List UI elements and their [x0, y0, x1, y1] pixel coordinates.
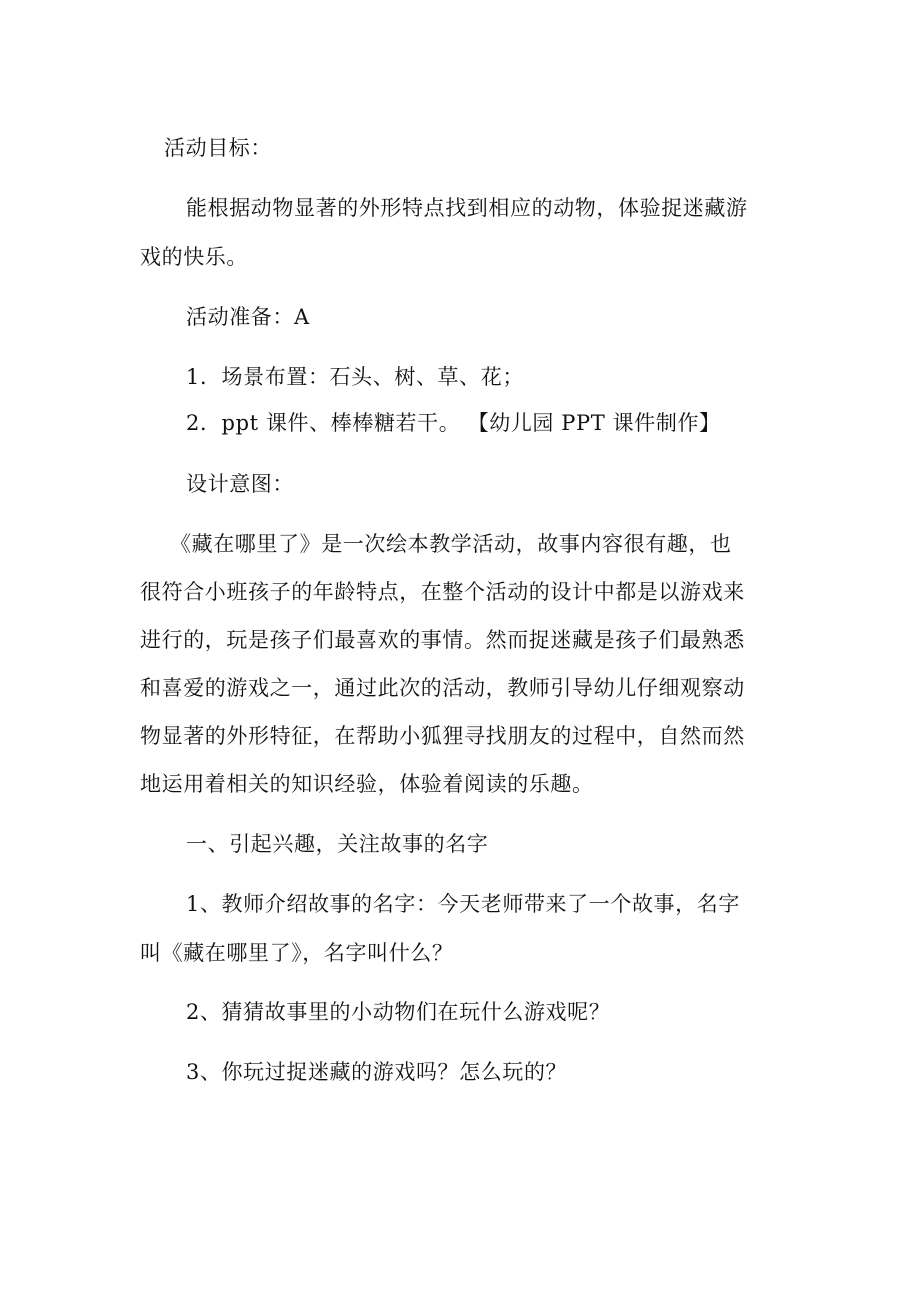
goal-paragraph-line: 戏的快乐。: [140, 245, 248, 269]
design-paragraph-line: 很符合小班孩子的年龄特点，在整个活动的设计中都是以游戏来: [140, 580, 745, 604]
design-paragraph-line: 《藏在哪里了》是一次绘本教学活动，故事内容很有趣，也: [170, 532, 732, 556]
heading-design-intent: 设计意图：: [186, 472, 294, 496]
design-paragraph-line: 和喜爱的游戏之一，通过此次的活动，教师引导幼儿仔细观察动: [140, 676, 745, 700]
step-item: 2、猜猜故事里的小动物们在玩什么游戏呢？: [186, 1000, 611, 1024]
goal-paragraph-line: 能根据动物显著的外形特点找到相应的动物，体验捉迷藏游: [186, 196, 748, 220]
prep-item: 1．场景布置：石头、树、草、花；: [186, 365, 524, 389]
section-heading: 一、引起兴趣，关注故事的名字: [186, 832, 489, 856]
step-item-line: 叫《藏在哪里了》，名字叫什么？: [140, 941, 454, 965]
step-item-line: 1、教师介绍故事的名字：今天老师带来了一个故事，名字: [186, 892, 740, 916]
step-item: 3、你玩过捉迷藏的游戏吗？怎么玩的？: [186, 1060, 568, 1084]
heading-activity-goal: 活动目标：: [164, 136, 272, 160]
heading-activity-preparation: 活动准备：A: [186, 305, 310, 329]
design-paragraph-line: 进行的，玩是孩子们最喜欢的事情。然而捉迷藏是孩子们最熟悉: [140, 628, 745, 652]
design-paragraph-line: 物显著的外形特征，在帮助小狐狸寻找朋友的过程中，自然而然: [140, 724, 745, 748]
design-paragraph-line: 地运用着相关的知识经验，体验着阅读的乐趣。: [140, 772, 594, 796]
prep-item: 2．ppt 课件、棒棒糖若干。 【幼儿园 PPT 课件制作】: [186, 411, 721, 435]
